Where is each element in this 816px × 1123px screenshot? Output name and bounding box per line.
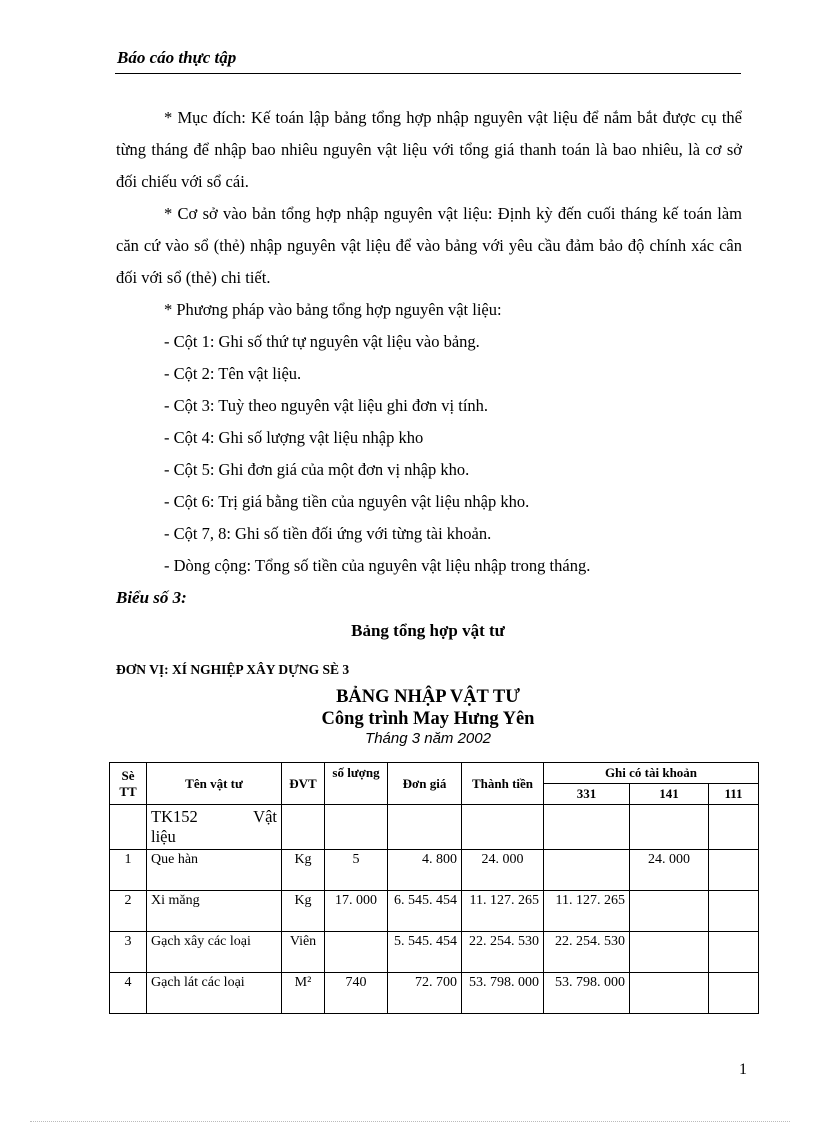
group-label-b: liệu — [151, 827, 176, 846]
col-header-stt: Sè TT — [110, 763, 147, 805]
unit-label: ĐƠN VỊ: XÍ NGHIỆP XÂY DỰNG SÈ 3 — [116, 662, 350, 677]
cell-acc-141 — [630, 932, 709, 973]
page-number: 1 — [739, 1061, 747, 1078]
cell-amount: 53. 798. 000 — [462, 973, 544, 1014]
cell-qty: 5 — [325, 850, 388, 891]
cell-acc-141: 24. 000 — [630, 850, 709, 891]
col-header-qty: số lượng — [325, 763, 388, 805]
cell-price: 5. 545. 454 — [388, 932, 462, 973]
cell-unit: Kg — [282, 850, 325, 891]
cell-unit: Viên — [282, 932, 325, 973]
table-row — [110, 932, 759, 973]
paragraph-basis: * Cơ sở vào bản tổng hợp nhập nguyên vật liệu: Định kỳ đến cuối tháng kế toán làm căn cứ vào sổ (thẻ) nhập nguyên vật liệu để vào bảng với yêu cầu đảm bảo độ chính xác cân đối với sổ (thẻ) chi tiết. — [116, 204, 742, 287]
table-group-row — [110, 805, 759, 850]
col-header-acc-111: 111 — [709, 784, 759, 805]
col-header-amount: Thành tiền — [462, 763, 544, 805]
cell-unit: Kg — [282, 891, 325, 932]
cell-qty — [325, 932, 388, 973]
cell-price: 6. 545. 454 — [388, 891, 462, 932]
cell-qty: 17. 000 — [325, 891, 388, 932]
table-row — [110, 973, 759, 1014]
col-header-name: Tên vật tư — [147, 763, 282, 805]
cell-acc-331: 22. 254. 530 — [544, 932, 630, 973]
cell-amount: 22. 254. 530 — [462, 932, 544, 973]
table-heading — [0, 686, 816, 730]
appendix-label: Biểu số 3: — [116, 588, 187, 607]
col-header-price: Đơn giá — [388, 763, 462, 805]
group-code: TK152 — [151, 807, 198, 826]
cell-name: Xi măng — [147, 891, 282, 932]
cell-acc-141 — [630, 891, 709, 932]
cell-acc-331 — [544, 850, 630, 891]
cell-acc-111 — [709, 932, 759, 973]
report-header-title: Báo cáo thực tập — [117, 48, 237, 67]
list-item: - Cột 2: Tên vật liệu. — [164, 364, 302, 383]
list-item: - Cột 3: Tuỳ theo nguyên vật liệu ghi đơn vị tính. — [164, 396, 489, 415]
col-header-acc-141: 141 — [630, 784, 709, 805]
header-divider — [115, 73, 741, 74]
group-label — [147, 805, 282, 850]
table-header-row — [110, 763, 759, 784]
body-text — [116, 102, 742, 582]
list-item: - Cột 5: Ghi đơn giá của một đơn vị nhập kho. — [164, 460, 470, 479]
cell-amount: 24. 000 — [462, 850, 544, 891]
cell-acc-111 — [709, 891, 759, 932]
cell-acc-331: 53. 798. 000 — [544, 973, 630, 1014]
list-item: - Cột 6: Trị giá bằng tiền của nguyên vật liệu nhập kho. — [164, 492, 530, 511]
paragraph-method: * Phương pháp vào bảng tổng hợp nguyên vật liệu: — [164, 300, 502, 319]
table-row — [110, 891, 759, 932]
cell-acc-111 — [709, 973, 759, 1014]
summary-title: Bảng tổng hợp vật tư — [351, 621, 505, 640]
cell-unit: M² — [282, 973, 325, 1014]
col-header-credit-group: Ghi có tài khoản — [544, 763, 759, 784]
col-header-acc-331: 331 — [544, 784, 630, 805]
table-row — [110, 850, 759, 891]
cell-name: Gạch lát các loại — [147, 973, 282, 1014]
cell-stt: 1 — [110, 850, 147, 891]
paragraph-purpose: * Mục đích: Kế toán lập bảng tổng hợp nhập nguyên vật liệu để nắm bắt được cụ thể từng tháng để nhập bao nhiêu nguyên vật liệu với tổng giá thanh toán là bao nhiêu, là cơ sở đối chiếu với sổ cái. — [116, 108, 742, 191]
cell-acc-331: 11. 127. 265 — [544, 891, 630, 932]
cell-price: 4. 800 — [388, 850, 462, 891]
list-item: - Dòng cộng: Tổng số tiền của nguyên vật liệu nhập trong tháng. — [164, 556, 591, 575]
cell-qty: 740 — [325, 973, 388, 1014]
col-header-unit: ĐVT — [282, 763, 325, 805]
page-bottom-edge — [30, 1121, 790, 1122]
list-item: - Cột 1: Ghi số thứ tự nguyên vật liệu vào bảng. — [164, 332, 480, 351]
cell-stt: 2 — [110, 891, 147, 932]
cell-amount: 11. 127. 265 — [462, 891, 544, 932]
cell-stt: 3 — [110, 932, 147, 973]
table-project: Công trình May Hưng Yên — [321, 709, 535, 729]
materials-table — [109, 762, 759, 1014]
cell-stt: 4 — [110, 973, 147, 1014]
cell-acc-141 — [630, 973, 709, 1014]
list-item: - Cột 4: Ghi số lượng vật liệu nhập kho — [164, 428, 424, 447]
cell-name: Que hàn — [147, 850, 282, 891]
table-period: Tháng 3 năm 2002 — [365, 730, 491, 747]
group-label-a: Vật — [253, 807, 277, 826]
cell-acc-111 — [709, 850, 759, 891]
list-item: - Cột 7, 8: Ghi số tiền đối ứng với từng tài khoản. — [164, 524, 492, 543]
cell-price: 72. 700 — [388, 973, 462, 1014]
cell-name: Gạch xây các loại — [147, 932, 282, 973]
table-title: BẢNG NHẬP VẬT TƯ — [336, 687, 520, 707]
